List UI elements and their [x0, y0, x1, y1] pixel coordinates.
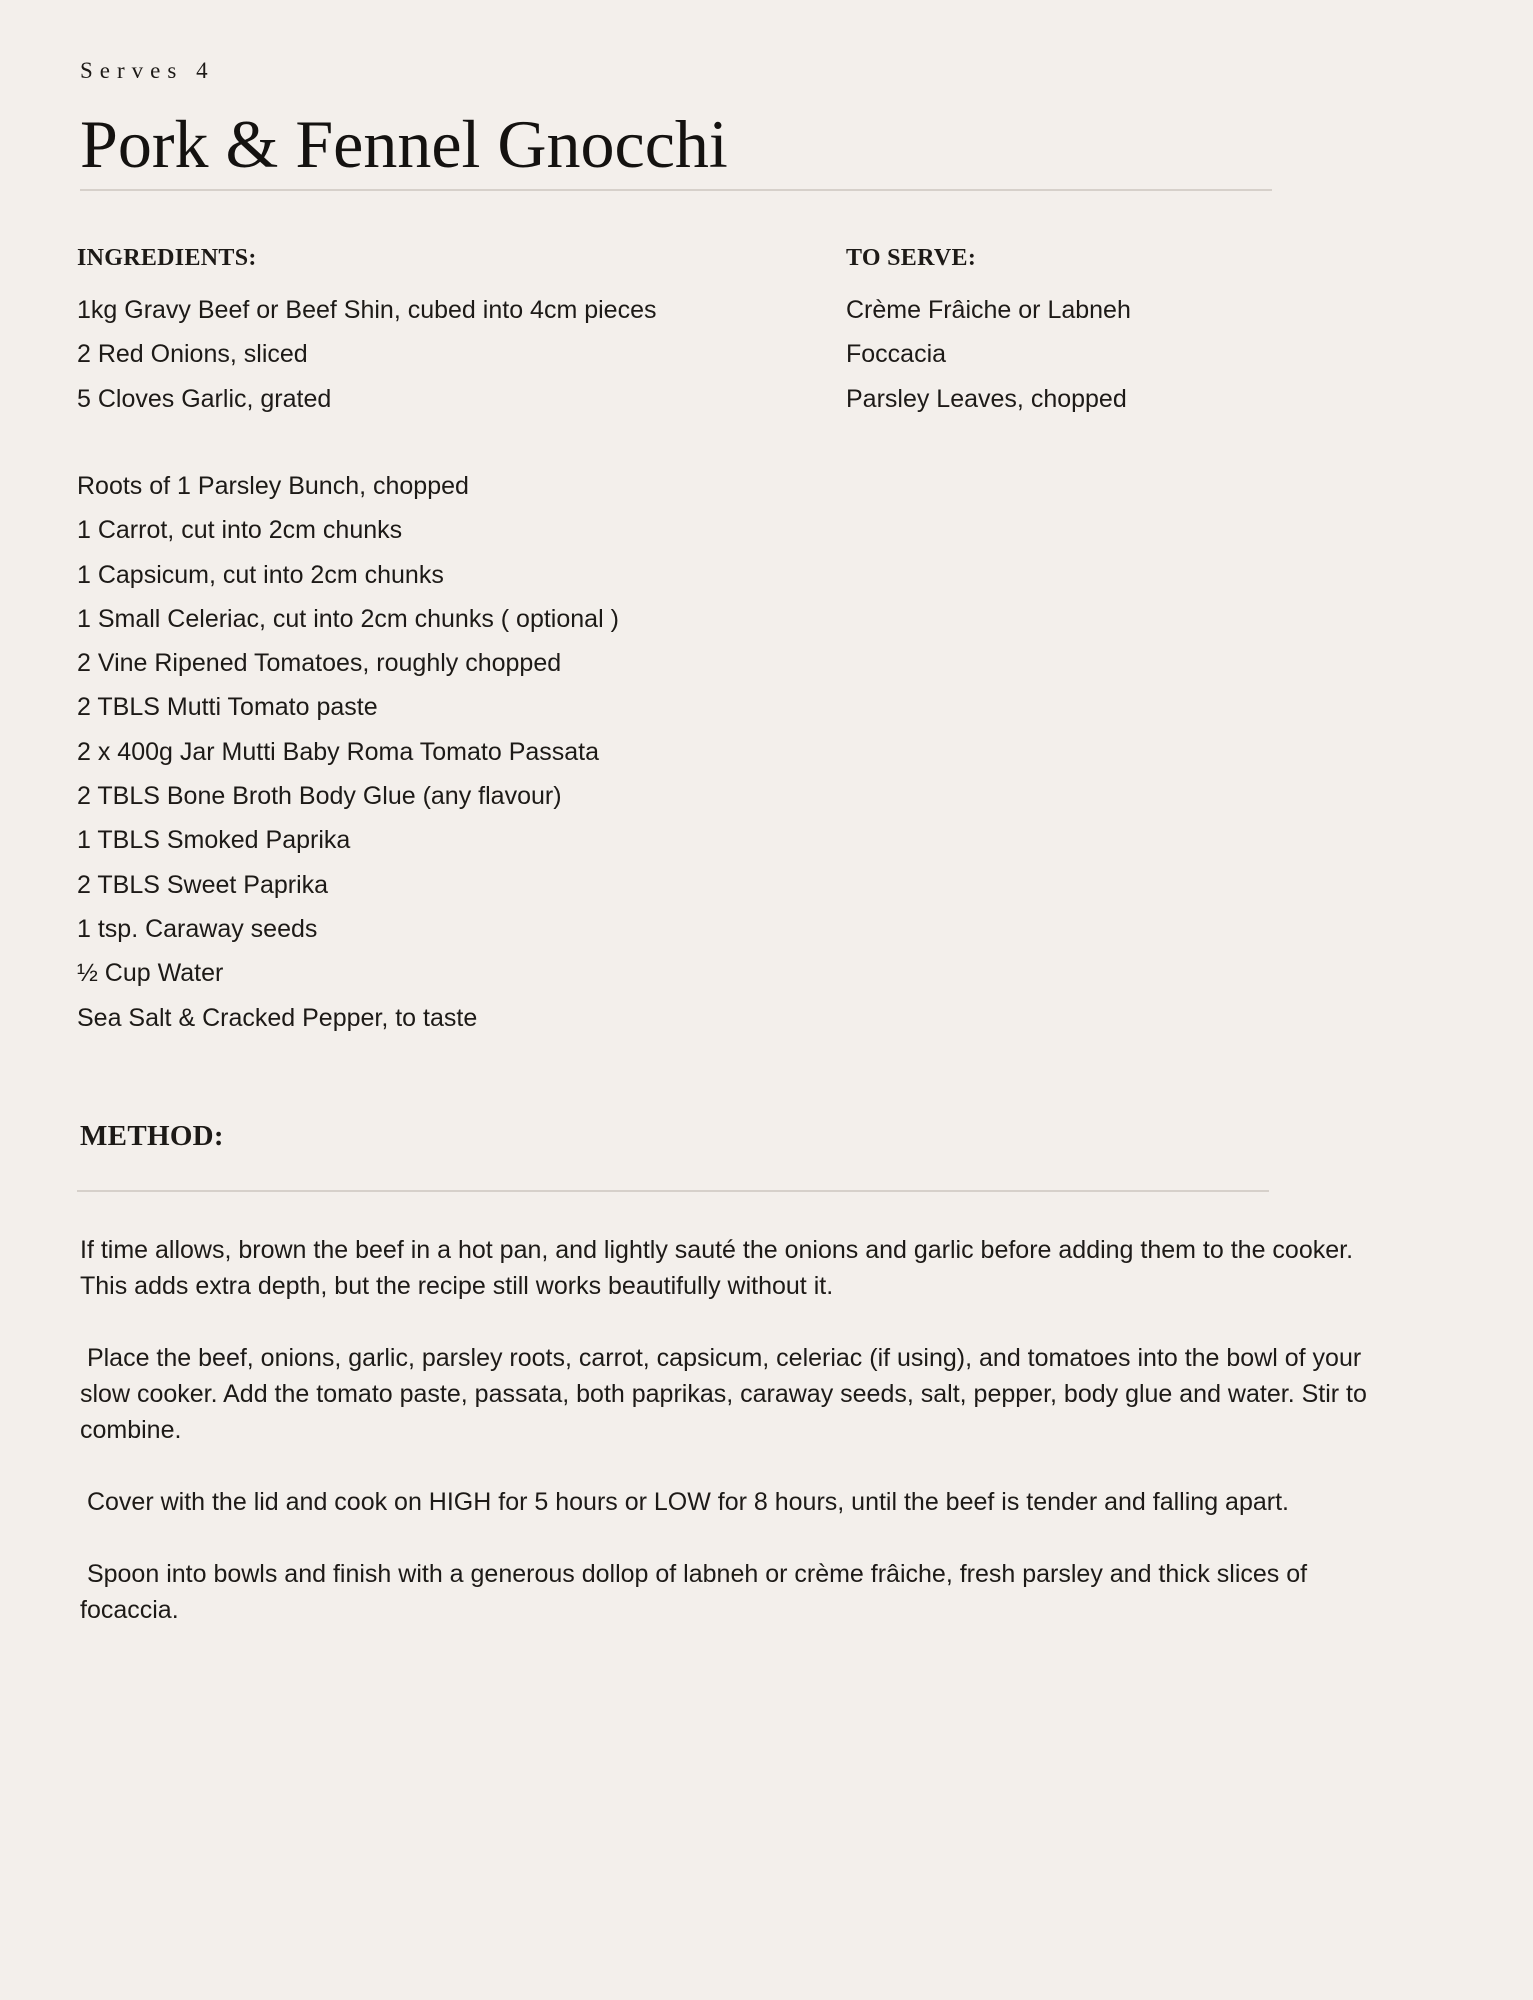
- ingredient-item: 1 TBLS Smoked Paprika: [77, 826, 351, 855]
- ingredients-list-primary: [77, 288, 656, 421]
- serve-item: Crème Frâiche or Labneh: [846, 296, 1131, 324]
- serve-item: Parsley Leaves, chopped: [846, 384, 1127, 413]
- method-step: Place the beef, onions, garlic, parsley roots, carrot, capsicum, celeriac (if using), and tomatoes into the bowl of your slow cooker. Add the tomato paste, passata, both paprikas, caraway seeds, salt, pepper, body glue and water. Stir to combine.: [80, 1344, 1374, 1444]
- serves-label: Serves 4: [80, 58, 215, 83]
- ingredients-heading: INGREDIENTS:: [77, 245, 257, 271]
- ingredient-item: 1 Small Celeriac, cut into 2cm chunks ( optional ): [77, 604, 619, 633]
- ingredient-item: 2 TBLS Sweet Paprika: [77, 870, 329, 899]
- to-serve-list: [846, 288, 1131, 421]
- ingredient-item: 1 tsp. Caraway seeds: [77, 914, 318, 943]
- ingredient-item: 2 Red Onions, sliced: [77, 340, 308, 369]
- ingredient-item: 2 Vine Ripened Tomatoes, roughly chopped: [77, 649, 562, 678]
- method-step: Spoon into bowls and finish with a generous dollop of labneh or crème frâiche, fresh parsley and thick slices of focaccia.: [80, 1560, 1315, 1624]
- to-serve-heading: TO SERVE:: [846, 245, 977, 271]
- method-steps: [80, 1232, 1374, 1664]
- ingredient-item: ½ Cup Water: [77, 959, 224, 988]
- ingredient-item: 5 Cloves Garlic, grated: [77, 384, 332, 413]
- recipe-title: Pork & Fennel Gnocchi: [80, 106, 728, 182]
- ingredient-item: Roots of 1 Parsley Bunch, chopped: [77, 472, 469, 500]
- ingredient-item: Sea Salt & Cracked Pepper, to taste: [77, 1003, 478, 1032]
- ingredient-item: 1kg Gravy Beef or Beef Shin, cubed into 4cm pieces: [77, 296, 657, 324]
- ingredient-item: 2 TBLS Bone Broth Body Glue (any flavour): [77, 782, 562, 811]
- method-step: Cover with the lid and cook on HIGH for 5 hours or LOW for 8 hours, until the beef is tender and falling apart.: [80, 1488, 1289, 1516]
- ingredient-item: 2 TBLS Mutti Tomato paste: [77, 693, 378, 722]
- title-divider: [80, 189, 1272, 191]
- method-heading: METHOD:: [80, 1120, 224, 1152]
- serve-item: Foccacia: [846, 340, 947, 369]
- ingredients-list-secondary: [77, 464, 619, 1040]
- ingredient-item: 2 x 400g Jar Mutti Baby Roma Tomato Passata: [77, 737, 600, 766]
- method-divider: [77, 1190, 1269, 1192]
- ingredient-item: 1 Carrot, cut into 2cm chunks: [77, 516, 403, 545]
- ingredient-item: 1 Capsicum, cut into 2cm chunks: [77, 560, 444, 589]
- method-step: If time allows, brown the beef in a hot pan, and lightly sauté the onions and garlic before adding them to the cooker. This adds extra depth, but the recipe still works beautifully without it.: [80, 1236, 1360, 1300]
